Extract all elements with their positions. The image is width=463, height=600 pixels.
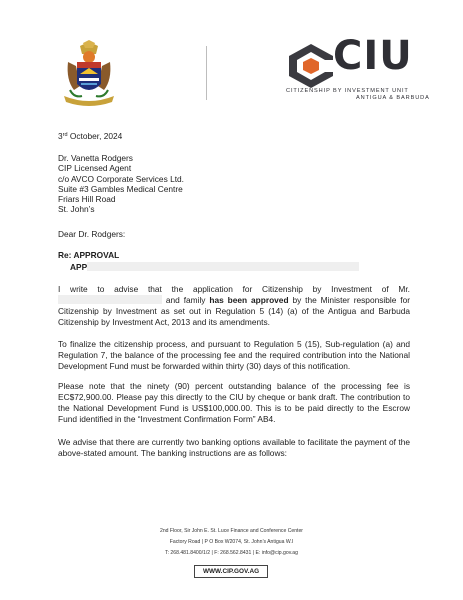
letter-date: 3rd October, 2024 — [58, 131, 123, 141]
address-line: Friars Hill Road — [58, 194, 116, 205]
footer-po-box-line: Factory Road | P O Box W2074, St. John’s Antigua W.I — [169, 539, 294, 545]
application-reference: APP — [70, 262, 359, 273]
address-line: St. John’s — [58, 204, 95, 215]
address-line: Dr. Vanetta Rodgers — [58, 153, 133, 163]
footer-contact-line: T: 268.481.8400/1/2 | F: 268.562.8431 | E: info@cip.gov.ag — [165, 550, 298, 556]
footer-website: WWW.CIP.GOV.AG — [194, 565, 268, 578]
subject-line: Re: APPROVAL — [58, 250, 120, 260]
footer-address-line: 2nd Floor, Sir John E. St. Luce Finance and Conference Center — [160, 528, 303, 534]
address-line: Suite #3 Gambles Medical Centre — [58, 183, 183, 194]
paragraph-banking: We advise that there are currently two banking options available to facilitate the payment of the above-stated amount. The banking instructions are as follows: — [58, 437, 410, 458]
redacted-block — [87, 262, 359, 271]
recipient-address — [58, 153, 184, 215]
address-line: CIP Licensed Agent — [58, 163, 132, 174]
coat-of-arms-icon — [60, 40, 118, 114]
header-divider — [206, 46, 207, 100]
paragraph-finalize: To finalize the citizenship process, and pursuant to Regulation 5 (15), Sub-regulation (a) and Regulation 7, the balance of the processing fee and the required contribution into the National Development Fund must be forwarded within thirty (30) days of this notification. — [58, 339, 410, 371]
salutation: Dear Dr. Rodgers: — [58, 229, 126, 239]
address-line: c/o AVCO Corporate Services Ltd. — [58, 173, 184, 184]
logo-country: ANTIGUA & BARBUDA — [356, 95, 430, 101]
redacted-name — [58, 295, 162, 304]
ciu-wordmark: CIU — [333, 33, 413, 79]
ciu-logo-icon — [283, 42, 339, 90]
paragraph-fees: Please note that the ninety (90) percent outstanding balance of the processing fee is EC$72,900.00. Please pay this directly to the CIU by cheque or bank draft. The contribution to the National Development Fund is US$100,000.00. This is to be paid directly to the Escrow Fund identified in the “Investment Confirmation Form” AB4. — [58, 381, 410, 424]
paragraph-approval: I write to advise that the application for Citizenship by Investment of Mr. and family has been approved by the Minister responsible for Citizenship by Investment as set out in Regulation 5 (14) (a) of the Antigua and Barbuda Citizenship by Investment Act, 2013 and its amendments. — [58, 284, 411, 327]
logo-subtitle: CITIZENSHIP BY INVESTMENT UNIT — [286, 88, 409, 94]
